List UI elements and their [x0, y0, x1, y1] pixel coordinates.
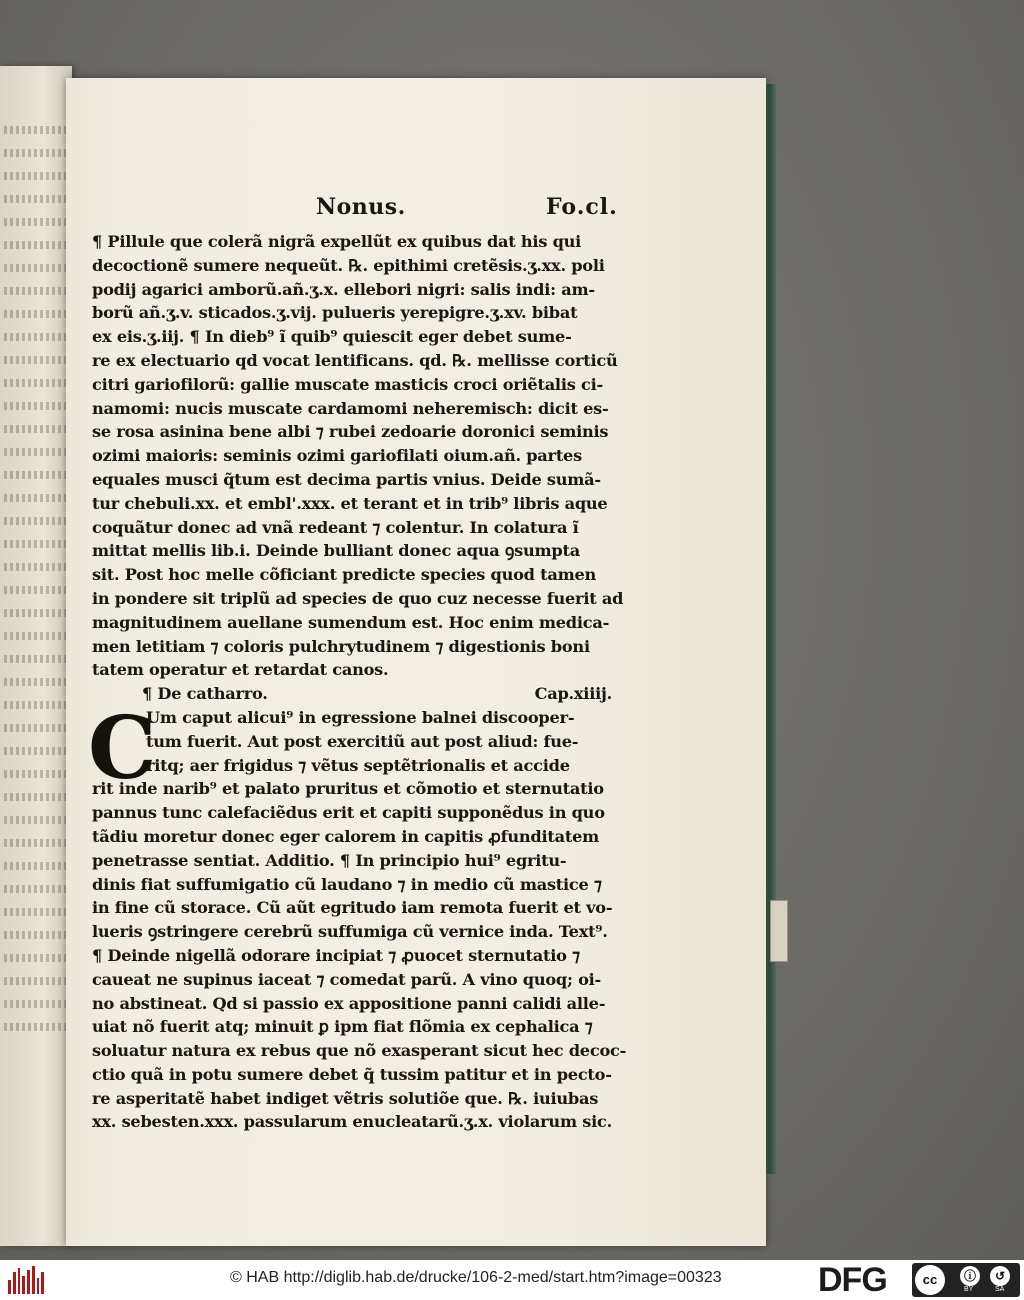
- text-line: ¶ Deinde nigellã odorare incipiat ⁊ ꝓuocet sternutatio ⁊: [92, 945, 580, 965]
- text-line: ctio quã in potu sumere debet q̃ tussim patitur et in pecto-: [92, 1064, 612, 1084]
- text-line: lueris ꝯstringere cerebrũ suffumiga cũ vernice inda. Text⁹.: [92, 922, 608, 942]
- text-block: [88, 230, 652, 1134]
- text-line: soluatur natura ex rebus que nõ exasperant sicut hec decoc-: [92, 1041, 627, 1061]
- text-line: no abstineat. Qd si passio ex appositione panni calidi alle-: [92, 993, 606, 1013]
- bleed-through-line: [4, 977, 68, 985]
- bleed-through-line: [4, 517, 68, 525]
- bleed-through-line: [4, 885, 68, 893]
- text-line: pannus tunc calefaciẽdus erit et capiti supponẽdus in quo: [92, 803, 605, 823]
- bleed-through-line: [4, 149, 68, 157]
- chapter-number: Cap.xiiij.: [534, 684, 612, 704]
- text-line: rit inde narib⁹ et palato pruritus et cõmotio et sternutatio: [92, 779, 604, 799]
- text-line: tum fuerit. Aut post exercitiũ aut post aliud: fue-: [146, 731, 579, 751]
- bleed-through-line: [4, 172, 68, 180]
- by-label: BY: [964, 1286, 974, 1293]
- text-line: re asperitatẽ habet indiget vẽtris solutiõe que. ℞. iuiubas: [92, 1088, 599, 1108]
- chapter-text: [92, 706, 652, 1134]
- text-line: magnitudinem auellane sumendum est. Hoc enim medica-: [92, 612, 610, 632]
- bleed-through-line: [4, 816, 68, 824]
- book-page: [66, 78, 766, 1246]
- bleed-through-line: [4, 241, 68, 249]
- text-line: borũ añ.ʒ.v. sticados.ʒ.vij. pulueris yerepigre.ʒ.xv. bibat: [92, 303, 578, 323]
- text-line: ozimi maioris: seminis ozimi gariofilati oium.añ. partes: [92, 446, 582, 466]
- cc-license-badge[interactable]: [912, 1263, 1020, 1297]
- bleed-through-line: [4, 908, 68, 916]
- text-line: uiat nõ fuerit atq; minuit ꝑ ipm fiat flõmia ex cephalica ⁊: [92, 1017, 593, 1037]
- previous-page-edge: [0, 66, 72, 1246]
- page-header: [66, 194, 766, 224]
- by-icon: ⓘ: [960, 1266, 980, 1286]
- bleed-through-line: [4, 1023, 68, 1031]
- text-line: citri gariofilorũ: gallie muscate masticis croci oriẽtalis ci-: [92, 374, 603, 394]
- bleed-through-line: [4, 287, 68, 295]
- bleed-through-line: [4, 264, 68, 272]
- bleed-through-line: [4, 218, 68, 226]
- bleed-through-line: [4, 540, 68, 548]
- text-line: namomi: nucis muscate cardamomi neheremisch: dicit es-: [92, 398, 609, 418]
- sa-icon: ↺: [990, 1266, 1010, 1286]
- body-text: [92, 230, 652, 682]
- bleed-through-line: [4, 402, 68, 410]
- bleed-through-line: [4, 356, 68, 364]
- text-line: se rosa asinina bene albi ⁊ rubei zedoarie doronici seminis: [92, 422, 609, 442]
- bleed-through-line: [4, 448, 68, 456]
- chapter-body: [88, 697, 652, 1134]
- bleed-through-line: [4, 609, 68, 617]
- bleed-through-line: [4, 1000, 68, 1008]
- bleed-through-line: [4, 862, 68, 870]
- text-line: mittat mellis lib.i. Deinde bulliant donec aqua ꝯsumpta: [92, 541, 580, 561]
- text-line: in fine cũ storace. Cũ aũt egritudo iam remota fuerit et vo-: [92, 898, 613, 918]
- text-line: ¶ Pillule que colerã nigrã expellũt ex quibus dat his qui: [92, 232, 582, 251]
- text-line: penetrasse sentiat. Additio. ¶ In principio hui⁹ egritu-: [92, 850, 567, 870]
- hab-logo-icon: [8, 1266, 44, 1294]
- bleed-through-line: [4, 724, 68, 732]
- bleed-through-line: [4, 793, 68, 801]
- chapter-title: ¶ De catharro.: [142, 684, 268, 704]
- text-line: equales musci q̃tum est decima partis vnius. Deide sumã-: [92, 469, 601, 489]
- drop-cap-initial: C: [88, 697, 157, 799]
- text-line: ex eis.ʒ.iij. ¶ In dieb⁹ ĩ quib⁹ quiescit eger debet sume-: [92, 327, 572, 347]
- bleed-through-line: [4, 586, 68, 594]
- bleed-through-line: [4, 310, 68, 318]
- cc-icon: cc: [915, 1265, 945, 1295]
- chapter-heading: [92, 682, 652, 706]
- page-tab: [770, 900, 788, 962]
- bleed-through-line: [4, 425, 68, 433]
- text-line: tur chebuli.xx. et embl'.xxx. et terant et in trib⁹ libris aque: [92, 493, 608, 513]
- bleed-through-line: [4, 333, 68, 341]
- bleed-through-line: [4, 195, 68, 203]
- text-line: Um caput alicui⁹ in egressione balnei discooper-: [146, 707, 575, 727]
- bleed-through-line: [4, 655, 68, 663]
- bleed-through-line: [4, 747, 68, 755]
- bleed-through-line: [4, 839, 68, 847]
- bleed-through-line: [4, 494, 68, 502]
- running-head: Nonus.: [316, 194, 406, 220]
- sa-label: SA: [995, 1286, 1005, 1293]
- bleed-through-line: [4, 931, 68, 939]
- bleed-through-line: [4, 701, 68, 709]
- dfg-logo: DFG: [818, 1261, 887, 1299]
- text-line: men letitiam ⁊ coloris pulchrytudinem ⁊ digestionis boni: [92, 636, 590, 656]
- text-line: xx. sebesten.xxx. passularum enucleatarũ.ʒ.x. violarum sic.: [92, 1112, 612, 1132]
- bleed-through-line: [4, 563, 68, 571]
- text-line: decoctionẽ sumere nequeũt. ℞. epithimi cretẽsis.ʒ.xx. poli: [92, 255, 605, 275]
- text-line: in pondere sit triplũ ad species de quo cuz necesse fuerit ad: [92, 588, 624, 608]
- bleed-through-line: [4, 126, 68, 134]
- text-line: tãdiu moretur donec eger calorem in capitis ꝓfunditatem: [92, 826, 600, 846]
- bleed-through-line: [4, 632, 68, 640]
- text-line: tatem operatur et retardat canos.: [92, 660, 389, 680]
- bleed-through-line: [4, 954, 68, 962]
- text-line: dinis fiat suffumigatio cũ laudano ⁊ in medio cũ mastice ⁊: [92, 874, 602, 894]
- folio-number: Fo.cl.: [546, 194, 618, 220]
- text-line: ritq; aer frigidus ⁊ vẽtus septẽtrionalis et accide: [146, 755, 570, 775]
- text-line: re ex electuario qd vocat lentificans. qd. ℞. mellisse corticũ: [92, 350, 618, 370]
- text-line: sit. Post hoc melle cõficiant predicte species quod tamen: [92, 565, 597, 585]
- bleed-through-line: [4, 770, 68, 778]
- bleed-through-line: [4, 678, 68, 686]
- bleed-through-line: [4, 379, 68, 387]
- text-line: caueat ne supinus iaceat ⁊ comedat parũ. A vino quoq; oi-: [92, 969, 601, 989]
- text-line: podij agarici amborũ.añ.ʒ.x. ellebori nigri: salis indi: am-: [92, 279, 595, 299]
- bleed-through-line: [4, 471, 68, 479]
- viewer-footer: [0, 1260, 1024, 1300]
- text-line: coquãtur donec ad vnã redeant ⁊ colentur. In colatura ĩ: [92, 517, 579, 537]
- copyright-link[interactable]: © HAB http://diglib.hab.de/drucke/106-2-med/start.htm?image=00323: [230, 1269, 722, 1286]
